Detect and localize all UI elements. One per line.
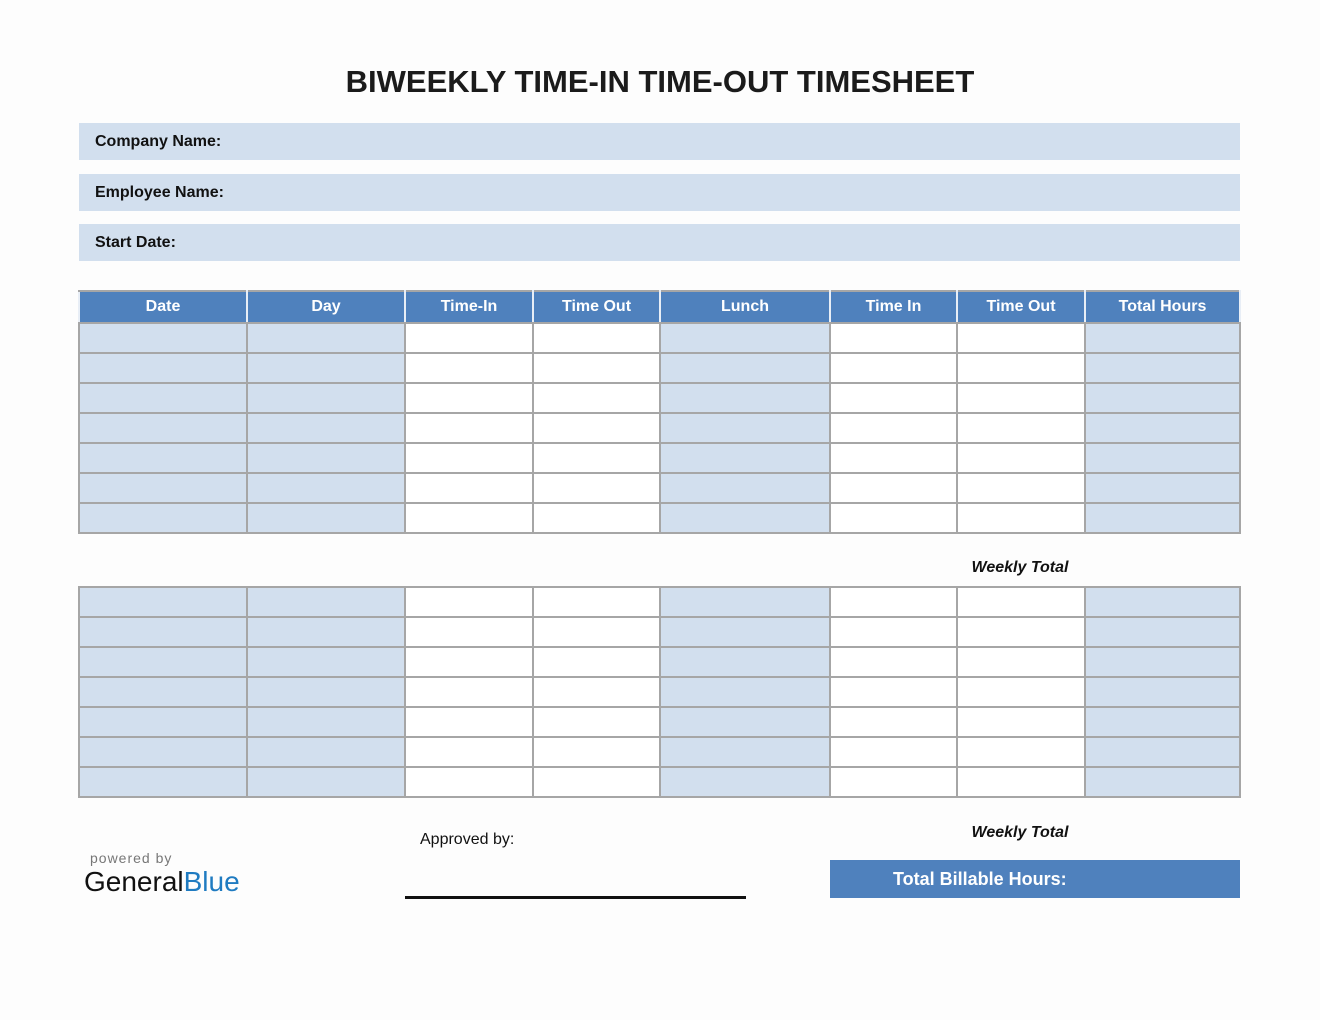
cell-time-out[interactable] — [533, 587, 660, 617]
cell-day[interactable] — [247, 413, 405, 443]
cell-lunch[interactable] — [660, 353, 830, 383]
cell-total-hours[interactable] — [1085, 737, 1240, 767]
col-header-date: Date — [79, 291, 247, 323]
col-header-total-hours: Total Hours — [1085, 291, 1240, 323]
total-billable-hours-bar — [830, 860, 1240, 898]
cell-lunch[interactable] — [660, 503, 830, 533]
generalblue-logo — [84, 866, 240, 898]
cell-time-out-2[interactable] — [957, 587, 1085, 617]
cell-date[interactable] — [79, 473, 247, 503]
cell-total-hours[interactable] — [1085, 413, 1240, 443]
cell-day[interactable] — [247, 323, 405, 353]
cell-day[interactable] — [247, 647, 405, 677]
cell-date[interactable] — [79, 383, 247, 413]
cell-time-in[interactable] — [405, 413, 533, 443]
table-row — [79, 383, 1240, 413]
cell-lunch[interactable] — [660, 473, 830, 503]
brand-part-1: General — [84, 866, 184, 897]
cell-date[interactable] — [79, 353, 247, 383]
cell-time-out[interactable] — [533, 383, 660, 413]
cell-time-out-2[interactable] — [957, 737, 1085, 767]
cell-day[interactable] — [247, 503, 405, 533]
cell-total-hours[interactable] — [1085, 443, 1240, 473]
cell-total-hours[interactable] — [1085, 383, 1240, 413]
cell-time-out-2[interactable] — [957, 503, 1085, 533]
weekly-total-label-2: Weekly Total — [971, 824, 1069, 841]
cell-time-in-2[interactable] — [830, 647, 957, 677]
table-row — [79, 677, 1240, 707]
cell-total-hours[interactable] — [1085, 587, 1240, 617]
week1-table — [78, 290, 1241, 534]
table-row — [79, 737, 1240, 767]
table-row — [79, 443, 1240, 473]
cell-time-out[interactable] — [533, 443, 660, 473]
cell-time-in-2[interactable] — [830, 473, 957, 503]
cell-time-in-2[interactable] — [830, 767, 957, 797]
col-header-time-in: Time-In — [405, 291, 533, 323]
table-row — [79, 587, 1240, 617]
cell-lunch[interactable] — [660, 383, 830, 413]
col-header-lunch: Lunch — [660, 291, 830, 323]
company-name-label: Company Name: — [95, 133, 222, 150]
cell-lunch[interactable] — [660, 647, 830, 677]
table-row — [79, 473, 1240, 503]
table-row — [79, 707, 1240, 737]
cell-time-in-2[interactable] — [830, 443, 957, 473]
week2-table — [78, 586, 1241, 798]
cell-time-in-2[interactable] — [830, 617, 957, 647]
cell-date[interactable] — [79, 443, 247, 473]
cell-date[interactable] — [79, 617, 247, 647]
total-billable-hours-label: Total Billable Hours: — [893, 869, 1067, 889]
cell-time-out[interactable] — [533, 737, 660, 767]
brand-part-2: Blue — [183, 866, 240, 897]
page-title: BIWEEKLY TIME-IN TIME-OUT TIMESHEET — [345, 64, 975, 99]
cell-total-hours[interactable] — [1085, 707, 1240, 737]
start-date-label: Start Date: — [95, 234, 176, 251]
cell-time-out-2[interactable] — [957, 677, 1085, 707]
cell-time-out[interactable] — [533, 323, 660, 353]
table-row — [79, 503, 1240, 533]
cell-lunch[interactable] — [660, 707, 830, 737]
cell-date[interactable] — [79, 587, 247, 617]
cell-day[interactable] — [247, 587, 405, 617]
cell-time-out[interactable] — [533, 707, 660, 737]
cell-total-hours[interactable] — [1085, 617, 1240, 647]
cell-time-in-2[interactable] — [830, 413, 957, 443]
cell-time-out-2[interactable] — [957, 323, 1085, 353]
cell-time-out-2[interactable] — [957, 617, 1085, 647]
cell-time-in[interactable] — [405, 383, 533, 413]
cell-date[interactable] — [79, 677, 247, 707]
cell-date[interactable] — [79, 647, 247, 677]
cell-lunch[interactable] — [660, 737, 830, 767]
cell-time-in[interactable] — [405, 353, 533, 383]
cell-time-out[interactable] — [533, 767, 660, 797]
col-header-time-in-2: Time In — [830, 291, 957, 323]
cell-day[interactable] — [247, 707, 405, 737]
table-header-row — [79, 291, 1240, 323]
table-row — [79, 413, 1240, 443]
col-header-day: Day — [247, 291, 405, 323]
table-row — [79, 647, 1240, 677]
cell-date[interactable] — [79, 323, 247, 353]
cell-time-in[interactable] — [405, 767, 533, 797]
cell-date[interactable] — [79, 413, 247, 443]
powered-by-text: powered by — [90, 850, 173, 866]
cell-total-hours[interactable] — [1085, 677, 1240, 707]
cell-day[interactable] — [247, 677, 405, 707]
cell-time-in[interactable] — [405, 677, 533, 707]
cell-time-in-2[interactable] — [830, 677, 957, 707]
cell-day[interactable] — [247, 473, 405, 503]
cell-lunch[interactable] — [660, 617, 830, 647]
company-name-field[interactable] — [79, 123, 1240, 160]
cell-time-out[interactable] — [533, 647, 660, 677]
col-header-time-out: Time Out — [533, 291, 660, 323]
signature-line[interactable] — [405, 896, 746, 899]
cell-time-out-2[interactable] — [957, 647, 1085, 677]
cell-time-in-2[interactable] — [830, 707, 957, 737]
cell-time-in[interactable] — [405, 503, 533, 533]
cell-lunch[interactable] — [660, 443, 830, 473]
cell-total-hours[interactable] — [1085, 353, 1240, 383]
cell-date[interactable] — [79, 503, 247, 533]
cell-time-in[interactable] — [405, 323, 533, 353]
cell-time-out[interactable] — [533, 353, 660, 383]
cell-time-in[interactable] — [405, 617, 533, 647]
cell-lunch[interactable] — [660, 677, 830, 707]
cell-time-out-2[interactable] — [957, 767, 1085, 797]
cell-time-in[interactable] — [405, 707, 533, 737]
cell-time-out-2[interactable] — [957, 443, 1085, 473]
table-row — [79, 323, 1240, 353]
cell-time-in-2[interactable] — [830, 383, 957, 413]
cell-time-in-2[interactable] — [830, 737, 957, 767]
cell-date[interactable] — [79, 767, 247, 797]
cell-time-in-2[interactable] — [830, 353, 957, 383]
cell-day[interactable] — [247, 383, 405, 413]
cell-day[interactable] — [247, 443, 405, 473]
cell-day[interactable] — [247, 353, 405, 383]
cell-lunch[interactable] — [660, 767, 830, 797]
weekly-total-label-1: Weekly Total — [971, 559, 1069, 576]
col-header-time-out-2: Time Out — [957, 291, 1085, 323]
approved-by-label: Approved by: — [420, 831, 515, 848]
employee-name-field[interactable] — [79, 174, 1240, 211]
cell-time-out[interactable] — [533, 473, 660, 503]
cell-lunch[interactable] — [660, 323, 830, 353]
cell-time-out[interactable] — [533, 677, 660, 707]
cell-time-out-2[interactable] — [957, 413, 1085, 443]
cell-total-hours[interactable] — [1085, 767, 1240, 797]
cell-time-in-2[interactable] — [830, 503, 957, 533]
cell-time-in-2[interactable] — [830, 587, 957, 617]
table-row — [79, 353, 1240, 383]
cell-day[interactable] — [247, 767, 405, 797]
cell-day[interactable] — [247, 617, 405, 647]
cell-time-out-2[interactable] — [957, 473, 1085, 503]
cell-total-hours[interactable] — [1085, 503, 1240, 533]
cell-time-in-2[interactable] — [830, 323, 957, 353]
cell-time-out[interactable] — [533, 617, 660, 647]
cell-time-out-2[interactable] — [957, 383, 1085, 413]
cell-time-out[interactable] — [533, 413, 660, 443]
cell-time-in[interactable] — [405, 473, 533, 503]
employee-name-label: Employee Name: — [95, 184, 224, 201]
cell-time-in[interactable] — [405, 443, 533, 473]
table-row — [79, 767, 1240, 797]
cell-lunch[interactable] — [660, 587, 830, 617]
cell-total-hours[interactable] — [1085, 647, 1240, 677]
cell-total-hours[interactable] — [1085, 323, 1240, 353]
cell-time-in[interactable] — [405, 647, 533, 677]
table-row — [79, 617, 1240, 647]
cell-time-out-2[interactable] — [957, 353, 1085, 383]
cell-lunch[interactable] — [660, 413, 830, 443]
start-date-field[interactable] — [79, 224, 1240, 261]
cell-time-out[interactable] — [533, 503, 660, 533]
cell-time-in[interactable] — [405, 737, 533, 767]
cell-total-hours[interactable] — [1085, 473, 1240, 503]
cell-time-out-2[interactable] — [957, 707, 1085, 737]
cell-date[interactable] — [79, 707, 247, 737]
cell-date[interactable] — [79, 737, 247, 767]
cell-day[interactable] — [247, 737, 405, 767]
cell-time-in[interactable] — [405, 587, 533, 617]
